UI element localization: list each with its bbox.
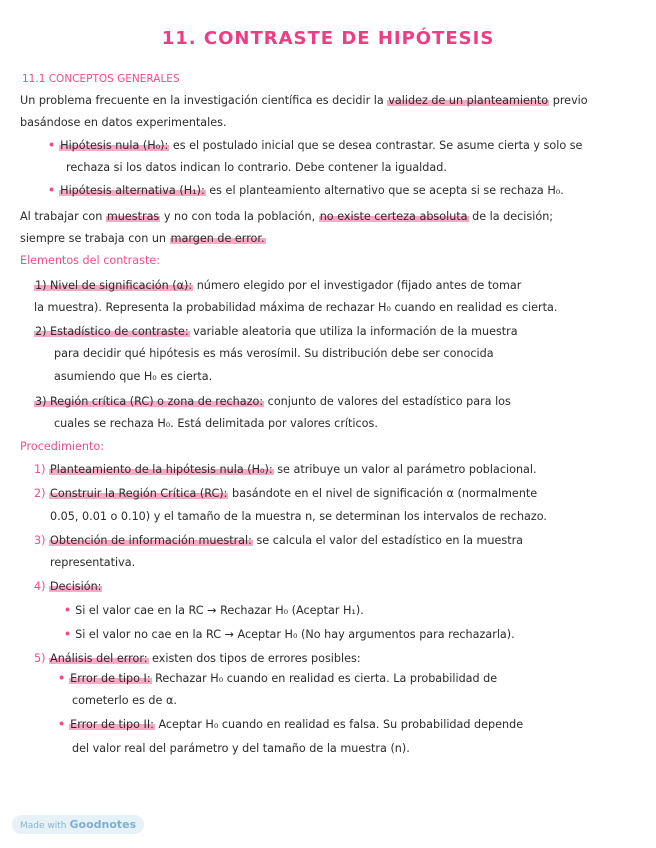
step-number: 1) xyxy=(34,463,50,476)
step-2-text: basándote en el nivel de significación α (normalmente xyxy=(228,487,538,500)
step-1-text: se atribuye un valor al parámetro poblacional. xyxy=(273,463,537,476)
intro-text: Un problema frecuente en la investigación científica es decidir la xyxy=(20,94,388,107)
samples-text: de la decisión; xyxy=(468,210,554,223)
decision-text: Si el valor cae en la RC → Rechazar H₀ (Aceptar H₁). xyxy=(75,604,364,617)
samples-text: y no con toda la población, xyxy=(160,210,319,223)
element-3-text: conjunto de valores del estadístico para los xyxy=(264,395,511,408)
element-3-line-2: cuales se rechaza H₀. Está delimitada por valores críticos. xyxy=(54,417,378,430)
highlight-validity: validez de un planteamiento xyxy=(388,94,549,107)
h0-line-1 xyxy=(48,139,582,153)
error-type-1-text: Rechazar H₀ cuando en realidad es cierta. La probabilidad de xyxy=(151,672,498,685)
section-heading-general: 11.1 CONCEPTOS GENERALES xyxy=(22,73,180,85)
element-1-line-1 xyxy=(34,279,521,293)
intro-line-1 xyxy=(20,94,588,108)
samples-text: siempre se trabaja con un xyxy=(20,232,170,245)
badge-text: Made with xyxy=(20,821,67,831)
element-3-label: 3) Región crítica (RC) o zona de rechazo: xyxy=(35,395,264,408)
step-3-label: Obtención de información muestral: xyxy=(50,534,252,547)
h0-label: Hipótesis nula (H₀): xyxy=(60,139,169,152)
step-number: 5) xyxy=(34,652,50,665)
h0-text: es el postulado inicial que se desea contrastar. Se asume cierta y solo se xyxy=(169,139,583,152)
samples-text: Al trabajar con xyxy=(20,210,106,223)
error-1-line-1 xyxy=(58,672,497,686)
step-2-line-1 xyxy=(34,487,537,501)
highlight-samples: muestras xyxy=(106,210,160,223)
bullet-icon: • xyxy=(58,718,66,731)
samples-line-1 xyxy=(20,210,553,224)
goodnotes-badge xyxy=(12,815,144,834)
h1-text: es el planteamiento alternativo que se acepta si se rechaza H₀. xyxy=(205,184,564,197)
element-2-line-1 xyxy=(34,325,518,339)
bullet-icon: • xyxy=(64,628,72,641)
step-1-line xyxy=(34,463,537,477)
step-1-label: Planteamiento de la hipótesis nula (H₀): xyxy=(50,463,273,476)
highlight-no-certainty: no existe certeza absoluta xyxy=(319,210,468,223)
step-5-text: existen dos tipos de errores posibles: xyxy=(148,652,361,665)
h1-label: Hipótesis alternativa (H₁): xyxy=(60,184,205,197)
error-1-line-2: cometerlo es de α. xyxy=(72,694,177,707)
page-title: 11. CONTRASTE DE HIPÓTESIS xyxy=(161,28,495,49)
step-2-line-2: 0.05, 0.01 o 0.10) y el tamaño de la muestra n, se determinan los intervalos de rechazo. xyxy=(50,510,547,523)
section-heading-elements: Elementos del contraste: xyxy=(20,254,160,267)
step-3-line-2: representativa. xyxy=(50,556,136,569)
intro-line-2: basándose en datos experimentales. xyxy=(20,116,227,129)
element-1-label: 1) Nivel de significación (α): xyxy=(35,279,193,292)
highlight-margin-error: margen de error. xyxy=(170,232,265,245)
step-number: 2) xyxy=(34,487,50,500)
decision-bullet-2 xyxy=(64,628,515,642)
element-1-text: número elegido por el investigador (fijado antes de tomar xyxy=(193,279,522,292)
element-2-label: 2) Estadístico de contraste: xyxy=(35,325,189,338)
step-3-text: se calcula el valor del estadístico en la muestra xyxy=(252,534,524,547)
bullet-icon: • xyxy=(64,604,72,617)
intro-text: previo xyxy=(549,94,588,107)
bullet-icon: • xyxy=(48,139,56,152)
error-2-line-2: del valor real del parámetro y del tamaño de la muestra (n). xyxy=(72,742,410,755)
element-2-line-3: asumiendo que H₀ es cierta. xyxy=(54,370,213,383)
error-type-2-label: Error de tipo II: xyxy=(70,718,154,731)
element-1-line-2: la muestra). Representa la probabilidad máxima de rechazar H₀ cuando en realidad es cierta. xyxy=(34,301,558,314)
section-heading-procedure: Procedimiento: xyxy=(20,440,104,453)
step-3-line-1 xyxy=(34,534,523,548)
decision-bullet-1 xyxy=(64,604,364,618)
samples-line-2 xyxy=(20,232,266,246)
step-4-label: Decisión: xyxy=(50,580,102,593)
bullet-icon: • xyxy=(58,672,66,685)
error-type-1-label: Error de tipo I: xyxy=(70,672,151,685)
badge-brand: Goodnotes xyxy=(69,818,137,831)
decision-text: Si el valor no cae en la RC → Aceptar H₀ (No hay argumentos para rechazarla). xyxy=(75,628,515,641)
step-5-line xyxy=(34,652,361,666)
bullet-icon: • xyxy=(48,184,56,197)
error-type-2-text: Aceptar H₀ cuando en realidad es falsa. Su probabilidad depende xyxy=(154,718,524,731)
step-4-line xyxy=(34,580,102,594)
h0-line-2: rechaza si los datos indican lo contrario. Debe contener la igualdad. xyxy=(66,161,447,174)
step-2-label: Construir la Región Crítica (RC): xyxy=(50,487,228,500)
h1-line xyxy=(48,184,564,198)
element-2-line-2: para decidir qué hipótesis es más verosímil. Su distribución debe ser conocida xyxy=(54,347,494,360)
step-number: 3) xyxy=(34,534,50,547)
error-2-line-1 xyxy=(58,718,523,732)
step-5-label: Análisis del error: xyxy=(50,652,148,665)
step-number: 4) xyxy=(34,580,50,593)
element-2-text: variable aleatoria que utiliza la información de la muestra xyxy=(189,325,518,338)
element-3-line-1 xyxy=(34,395,511,409)
